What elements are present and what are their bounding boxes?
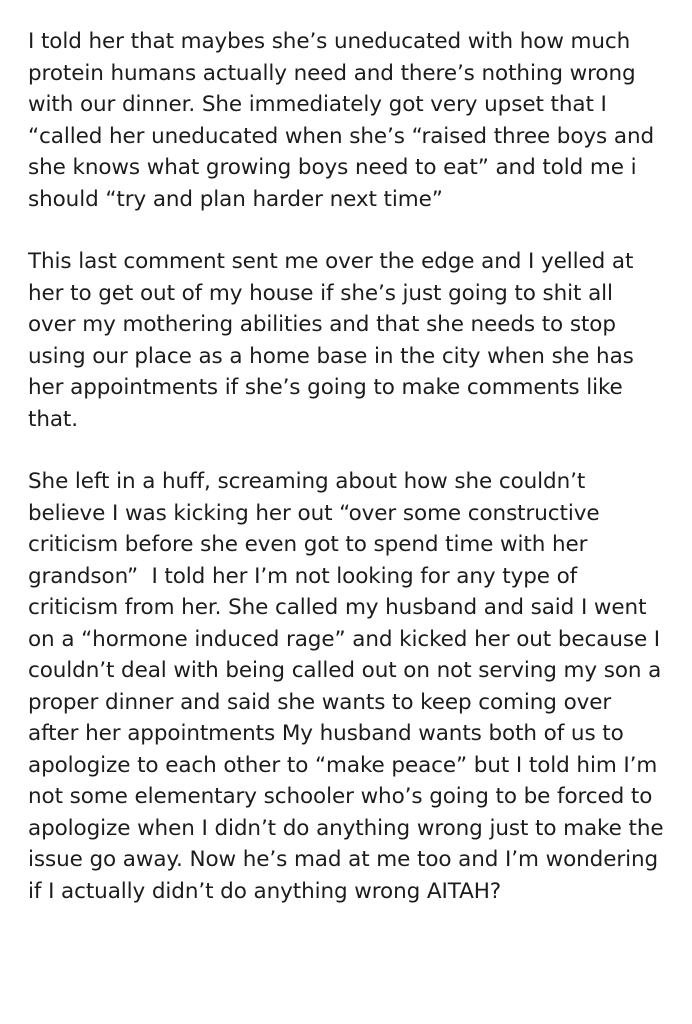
post-body [28,26,671,907]
paragraph: She left in a huff, screaming about how she couldn’t believe I was kicking her out “over some constructive criticism before she even got to spend time with her grandson” I told her I’m not looking for any type of criticism from her. She called my husband and said I went on a “hormone induced rage” and kicked her out because I couldn’t deal with being called out on not serving my son a proper dinner and said she wants to keep coming over after her appointments My husband wants both of us to apologize to each other to “make peace” but I told him I’m not some elementary schooler who’s going to be forced to apologize when I didn’t do anything wrong just to make the issue go away. Now he’s mad at me too and I’m wondering if I actually didn’t do anything wrong AITAH? [28,469,671,904]
paragraph: I told her that maybes she’s uneducated with how much protein humans actually need and there’s nothing wrong with our dinner. She immediately got very upset that I “called her uneducated when she’s “raised three boys and she knows what growing boys need to eat” and told me i should “try and plan harder next time” [28,29,661,212]
paragraph: This last comment sent me over the edge and I yelled at her to get out of my house if she’s just going to shit all over my mothering abilities and that she needs to stop using our place as a home base in the city when she has her appointments if she’s going to make comments like that. [28,249,641,432]
